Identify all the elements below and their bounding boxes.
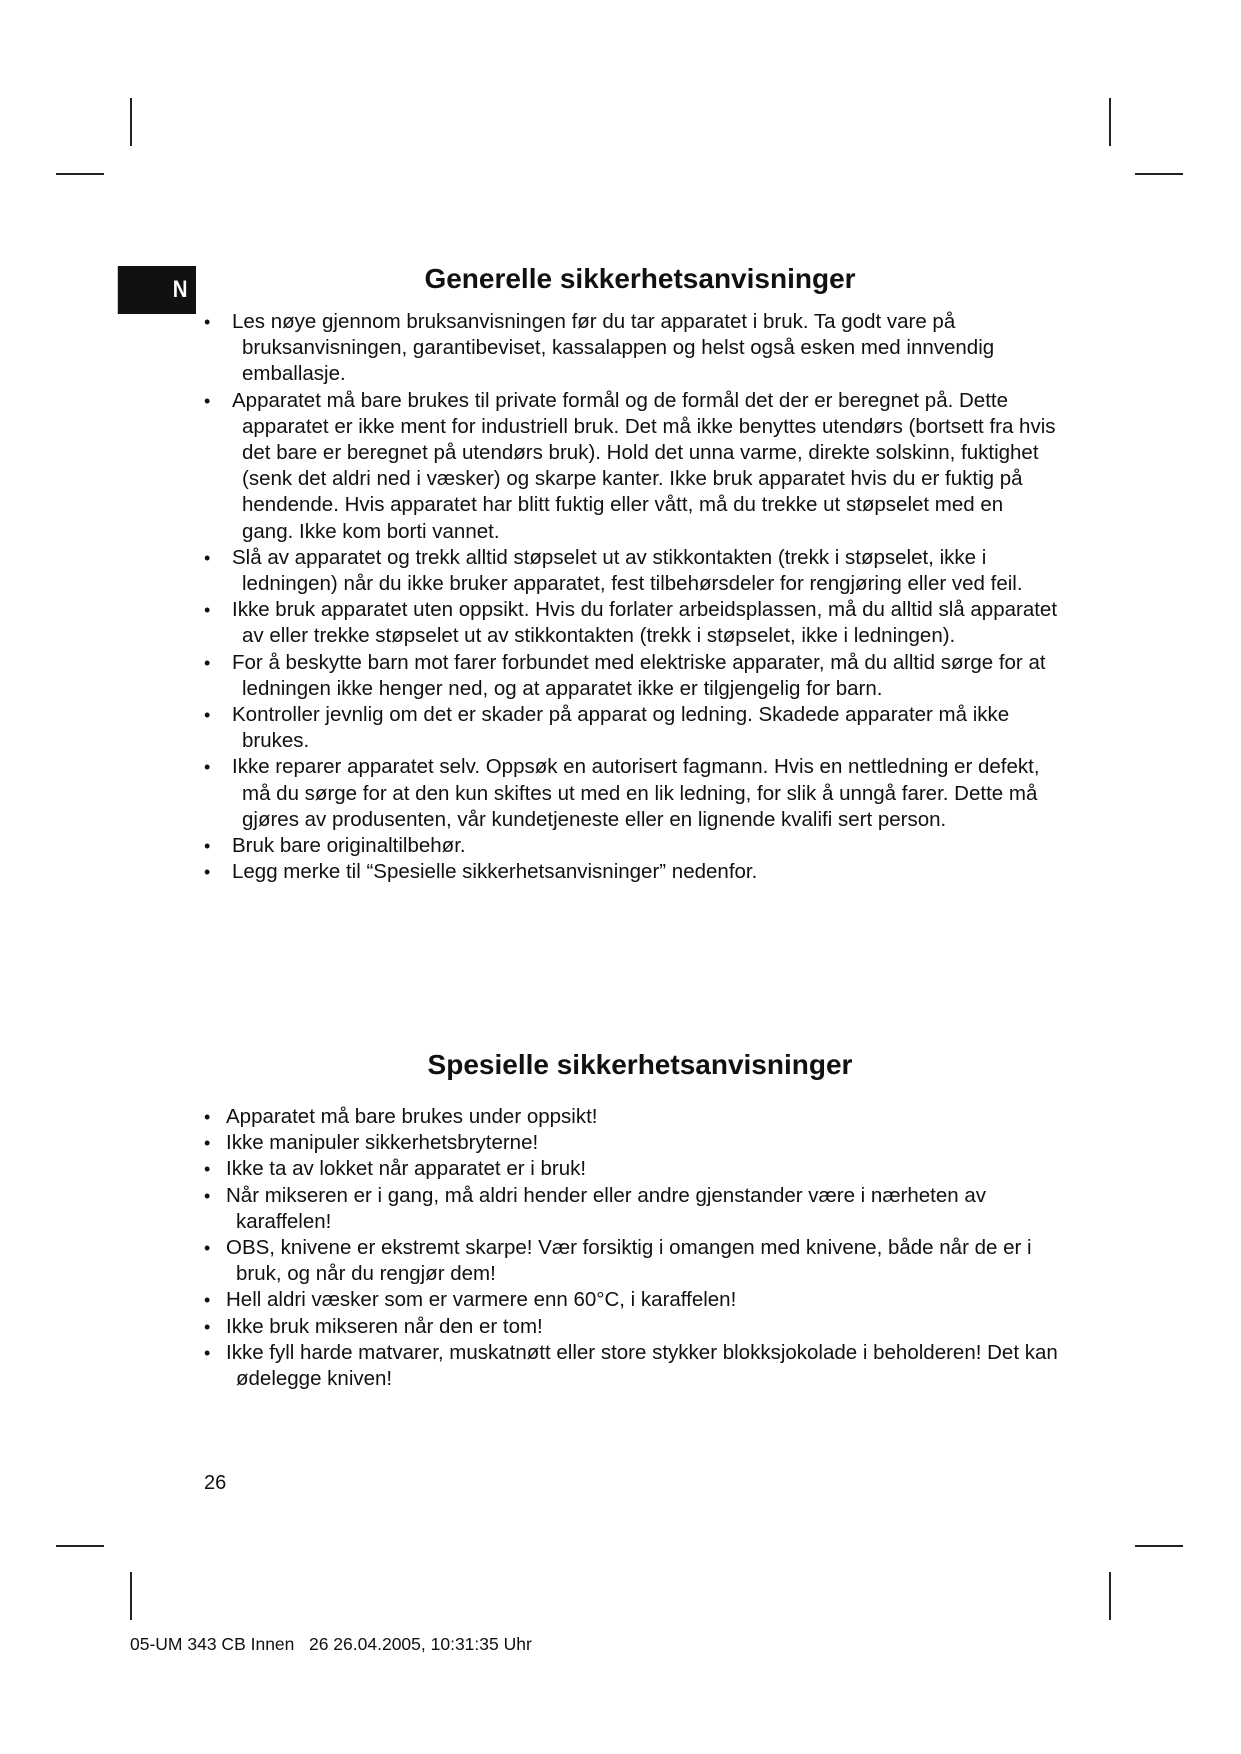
list-item: • For å beskytte barn mot farer forbundet med elektriske apparater, må du alltid sørge for at ledningen ikke henger ned, og at apparatet ikke er tilgjengelig for barn.	[200, 650, 1060, 702]
list-item: • Les nøye gjennom bruksanvisningen før du tar apparatet i bruk. Ta godt vare på bruksanvisningen, garantibeviset, kassalappen og helst også esken med innvendig emballasje.	[200, 309, 1060, 388]
crop-mark	[1135, 1545, 1183, 1547]
list-item: • Apparatet må bare brukes til private formål og de formål det der er beregnet på. Dette apparatet er ikke ment for industriell bruk. Det må ikke benyttes utendørs (bortsett fra hvis det bare er beregnet på utendørs bruk). Hold det unna varme, direkte solskinn, fuktighet (senk det aldri ned i væsker) og skarpe kanter. Ikke bruk apparatet hvis du er fuktig på hendende. Hvis apparatet har blitt fuktig eller vått, må du trekke ut støpselet med en gang. Ikke kom borti vannet.	[200, 388, 1060, 545]
special-safety-list	[200, 1104, 1060, 1392]
general-safety-section	[200, 262, 1060, 885]
special-safety-title: Spesielle sikkerhetsanvisninger	[427, 1049, 853, 1080]
list-item: • Apparatet må bare brukes under oppsikt!	[200, 1104, 1060, 1130]
list-item: • Kontroller jevnlig om det er skader på apparat og ledning. Skadede apparater må ikke brukes.	[200, 702, 1060, 754]
crop-mark	[130, 98, 132, 146]
list-item: • Ikke bruk mikseren når den er tom!	[200, 1314, 1060, 1340]
crop-mark	[130, 1572, 132, 1620]
list-item: • Ikke bruk apparatet uten oppsikt. Hvis du forlater arbeidsplassen, må du alltid slå apparatet av eller trekke støpselet ut av stikkontakten (trekk i støpselet, ikke i ledningen).	[200, 597, 1060, 649]
list-item: • Ikke manipuler sikkerhetsbryterne!	[200, 1130, 1060, 1156]
crop-mark	[56, 173, 104, 175]
crop-mark	[1109, 1572, 1111, 1620]
print-footer: 05-UM 343 CB Innen 26 26.04.2005, 10:31:35 Uhr	[130, 1634, 532, 1654]
general-safety-list	[200, 309, 1060, 885]
crop-mark	[1109, 98, 1111, 146]
special-safety-section	[200, 1048, 1060, 1392]
list-item: • OBS, knivene er ekstremt skarpe! Vær forsiktig i omangen med knivene, både når de er i bruk, og når du rengjør dem!	[200, 1235, 1060, 1287]
list-item: • Når mikseren er i gang, må aldri hender eller andre gjenstander være i nærheten av karaffelen!	[200, 1183, 1060, 1235]
list-item: • Hell aldri væsker som er varmere enn 60°C, i karaffelen!	[200, 1287, 1060, 1313]
general-safety-title: Generelle sikkerhetsanvisninger	[424, 263, 856, 294]
list-item: • Ikke reparer apparatet selv. Oppsøk en autorisert fagmann. Hvis en nettledning er defekt, må du sørge for at den kun skiftes ut med en lik ledning, for slik å unngå farer. Dette må gjøres av produsenten, vår kundetjeneste eller en lignende kvalifi sert person.	[200, 754, 1060, 833]
list-item: • Slå av apparatet og trekk alltid støpselet ut av stikkontakten (trekk i støpselet, ikke i ledningen) når du ikke bruker apparatet, fest tilbehørsdeler for rengjøring eller ved feil.	[200, 545, 1060, 597]
page-number: 26	[204, 1472, 227, 1494]
crop-mark	[1135, 173, 1183, 175]
crop-mark	[56, 1545, 104, 1547]
language-tab: N	[118, 266, 196, 314]
list-item: • Ikke ta av lokket når apparatet er i bruk!	[200, 1156, 1060, 1182]
list-item: • Bruk bare originaltilbehør.	[200, 833, 1060, 859]
list-item: • Legg merke til “Spesielle sikkerhetsanvisninger” nedenfor.	[200, 859, 1060, 885]
list-item: • Ikke fyll harde matvarer, muskatnøtt eller store stykker blokksjokolade i beholderen! Det kan ødelegge kniven!	[200, 1340, 1060, 1392]
